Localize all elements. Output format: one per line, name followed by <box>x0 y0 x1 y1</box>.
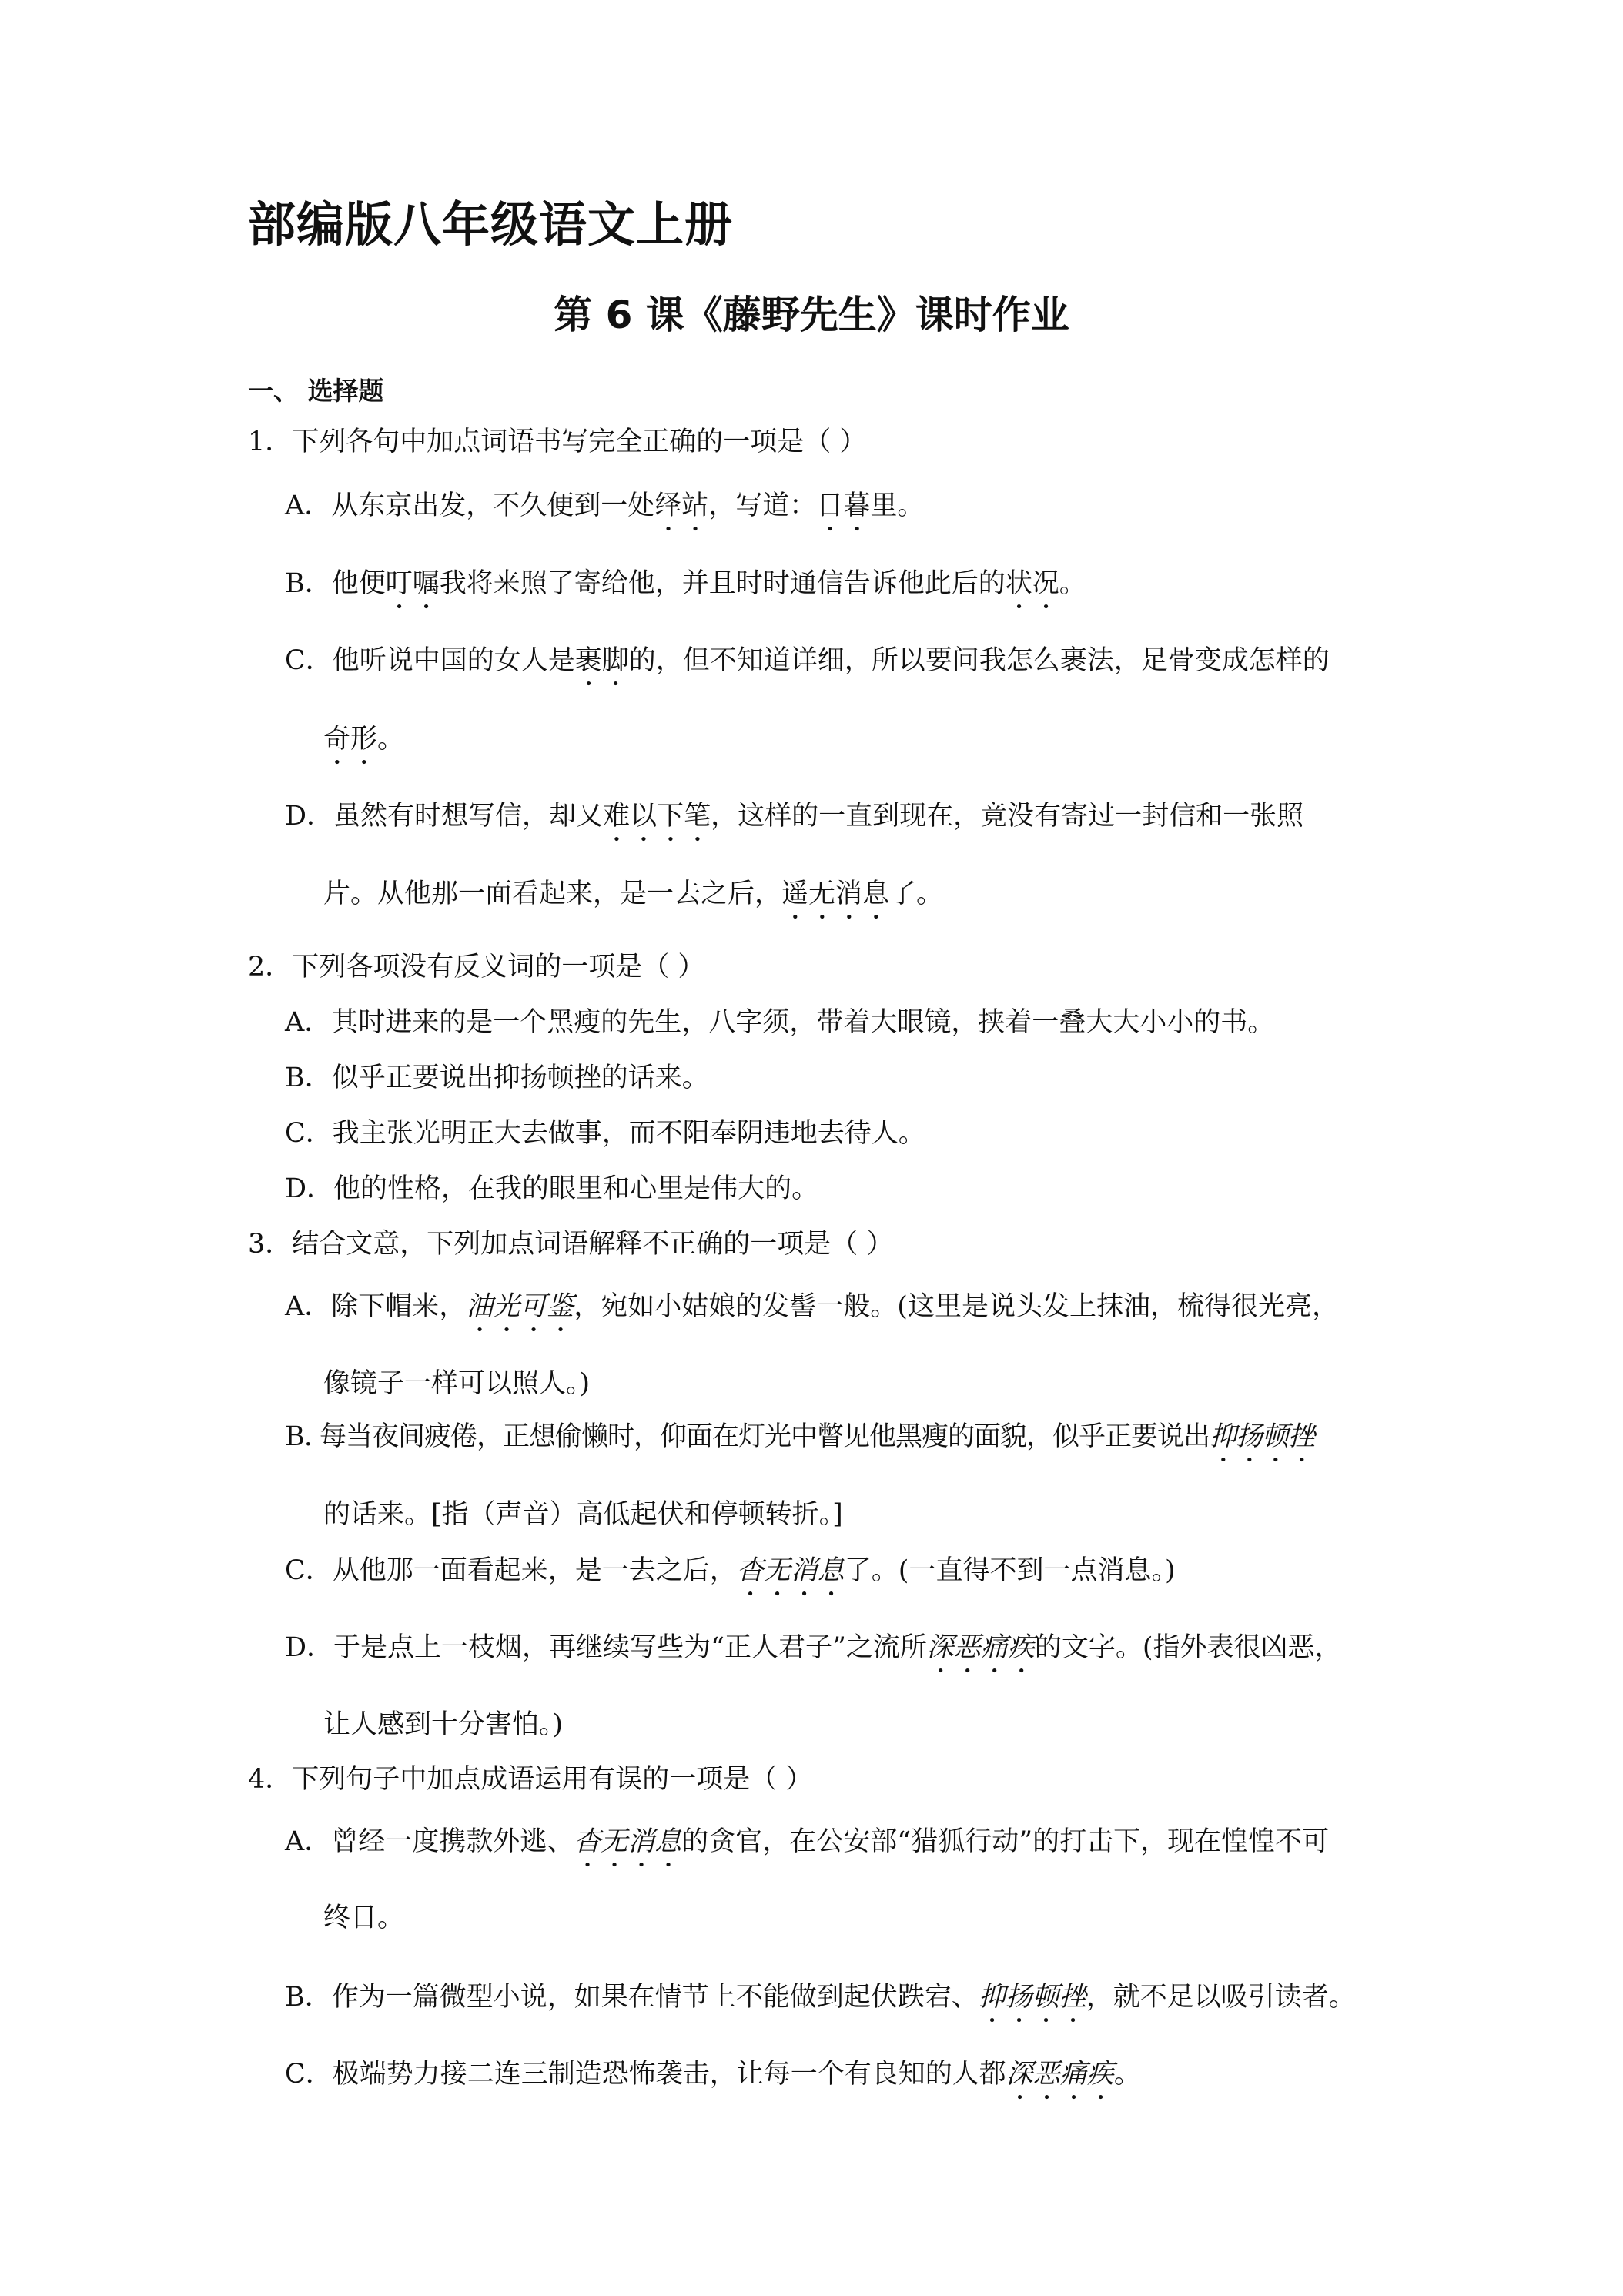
question-2-option-c: C．我主张光明正大去做事，而不阳奉阴违地去待人。 <box>285 1118 925 1149</box>
question-4-option-a-continued: 终日。 <box>323 1903 405 1933</box>
dotted-word: 绎站 <box>654 490 709 521</box>
question-1-option-d-continued: 片。从他那一面看起来，是一去之后，遥无消息了。 <box>323 879 944 909</box>
question-1-option-d: D．虽然有时想写信，却又难以下笔，这样的一直到现在，竟没有寄过一封信和一张照 <box>285 801 1304 832</box>
dotted-word: 杳无消息 <box>736 1555 845 1586</box>
question-3-option-b-continued: 的话来。[指（声音）高低起伏和停顿转折。] <box>323 1499 843 1530</box>
document-title: 部编版八年级语文上册 <box>248 196 734 253</box>
question-4-option-a: A．曾经一度携款外逃、杳无消息的贪官，在公安部“猎狐行动”的打击下，现在惶惶不可 <box>285 1826 1330 1857</box>
dotted-word: 奇形 <box>323 724 378 755</box>
question-1-option-a: A．从东京出发，不久便到一处绎站，写道：日暮里。 <box>285 490 925 521</box>
question-3-option-d-continued: 让人感到十分害怕。) <box>323 1709 564 1740</box>
dotted-word: 深恶痛疾 <box>926 1632 1035 1663</box>
dotted-word: 日暮 <box>816 490 871 521</box>
question-2-option-d: D．他的性格，在我的眼里和心里是伟大的。 <box>285 1173 819 1204</box>
question-1-option-b: B．他便叮嘱我将来照了寄给他，并且时时通信告诉他此后的状况。 <box>285 568 1086 599</box>
dotted-word: 遥无消息 <box>781 879 890 909</box>
question-3-stem: 3．结合文意，下列加点词语解释不正确的一项是（ ） <box>248 1229 894 1260</box>
question-2-option-a: A．其时进来的是一个黑瘦的先生，八字须，带着大眼镜，挟着一叠大大小小的书。 <box>285 1007 1275 1038</box>
section-heading: 一、 选择题 <box>248 376 384 406</box>
dotted-word: 裹脚 <box>574 645 629 676</box>
question-3-option-b: B. 每当夜间疲倦，正想偷懒时，仰面在灯光中瞥见他黑瘦的面貌，似乎正要说出抑扬顿挫 <box>285 1421 1314 1452</box>
dotted-word: 叮嘱 <box>385 568 440 599</box>
dotted-word: 难以下笔 <box>603 801 711 832</box>
dotted-word: 杳无消息 <box>574 1826 682 1857</box>
question-3-option-c: C．从他那一面看起来，是一去之后，杳无消息了。(一直得不到一点消息。) <box>285 1555 1176 1586</box>
question-3-option-d: D．于是点上一枝烟，再继续写些为“正人君子”之流所深恶痛疾的文字。(指外表很凶恶， <box>285 1632 1342 1663</box>
lesson-title: 第 6 课《藤野先生》课时作业 <box>554 293 1069 337</box>
question-1-stem: 1．下列各句中加点词语书写完全正确的一项是（ ） <box>248 427 867 457</box>
question-2-stem: 2．下列各项没有反义词的一项是（ ） <box>248 952 705 982</box>
question-3-option-a-continued: 像镜子一样可以照人。) <box>323 1368 591 1399</box>
question-2-option-b: B．似乎正要说出抑扬顿挫的话来。 <box>285 1063 709 1093</box>
dotted-word: 深恶痛疾 <box>1006 2059 1114 2090</box>
question-1-option-c: C．他听说中国的女人是裹脚的，但不知道详细，所以要问我怎么裹法，足骨变成怎样的 <box>285 645 1330 676</box>
question-4-option-c: C．极端势力接二连三制造恐怖袭击，让每一个有良知的人都深恶痛疾。 <box>285 2059 1141 2090</box>
dotted-word: 抑扬顿挫 <box>1209 1421 1314 1452</box>
dotted-word: 油光可鉴 <box>466 1291 574 1322</box>
question-4-stem: 4．下列句子中加点成语运用有误的一项是（ ） <box>248 1764 813 1795</box>
question-3-option-a: A．除下帽来，油光可鉴，宛如小姑娘的发髻一般。(这里是说头发上抹油，梳得很光亮， <box>285 1291 1339 1322</box>
question-1-option-c-continued: 奇形。 <box>323 724 405 755</box>
question-4-option-b: B．作为一篇微型小说，如果在情节上不能做到起伏跌宕、抑扬顿挫，就不足以吸引读者。 <box>285 1982 1356 2013</box>
dotted-word: 状况 <box>1005 568 1059 599</box>
dotted-word: 抑扬顿挫 <box>978 1982 1086 2013</box>
